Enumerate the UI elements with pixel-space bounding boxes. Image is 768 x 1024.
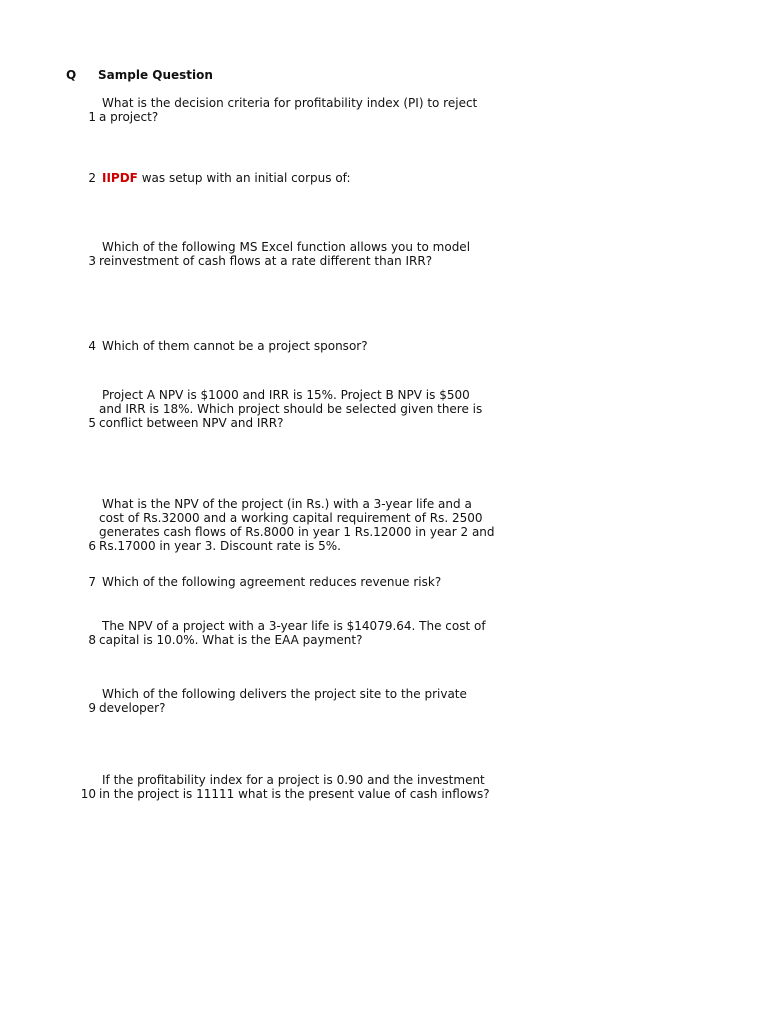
question-row-6 xyxy=(78,497,495,553)
question-text xyxy=(99,575,471,589)
header-title: Sample Question xyxy=(98,68,213,82)
question-number: 7 xyxy=(88,575,96,589)
question-line: generates cash flows of Rs.8000 in year 1 Rs.12000 in year 2 and xyxy=(99,525,495,539)
header-q-label: Q xyxy=(66,68,77,82)
question-row-5 xyxy=(78,388,483,430)
question-number: 9 xyxy=(88,701,96,715)
question-line: What is the decision criteria for profitability index (PI) to reject xyxy=(102,96,478,110)
question-line: in the project is 11111 what is the present value of cash inflows? xyxy=(99,787,490,801)
question-row-7 xyxy=(78,575,478,589)
question-text xyxy=(99,497,495,553)
question-number: 4 xyxy=(88,339,96,353)
question-row-8 xyxy=(78,619,486,647)
question-line: Which of them cannot be a project sponsor? xyxy=(102,339,368,353)
question-text xyxy=(99,240,471,268)
question-line: cost of Rs.32000 and a working capital requirement of Rs. 2500 xyxy=(99,511,483,525)
question-line: Which of the following MS Excel function allows you to model xyxy=(102,240,471,254)
question-line: a project? xyxy=(99,110,159,124)
question-line: developer? xyxy=(99,701,166,715)
question-line: The NPV of a project with a 3-year life is $14079.64. The cost of xyxy=(102,619,486,633)
question-row-10 xyxy=(78,773,490,801)
question-number: 10 xyxy=(80,787,96,801)
question-text xyxy=(99,773,490,801)
question-line: and IRR is 18%. Which project should be selected given there is xyxy=(99,402,483,416)
question-text xyxy=(99,339,471,353)
question-line: Which of the following delivers the project site to the private xyxy=(102,687,467,701)
question-line xyxy=(99,171,471,185)
question-text xyxy=(99,687,471,715)
question-line: conflict between NPV and IRR? xyxy=(99,416,284,430)
question-row-9 xyxy=(78,687,478,715)
question-text xyxy=(99,96,477,124)
question-line-rest: was setup with an initial corpus of: xyxy=(137,171,351,185)
question-line: Project A NPV is $1000 and IRR is 15%. Project B NPV is $500 xyxy=(102,388,470,402)
question-number: 3 xyxy=(88,254,96,268)
question-highlight: IIPDF xyxy=(102,171,138,185)
question-row-4 xyxy=(78,339,478,353)
question-number: 5 xyxy=(88,416,96,430)
question-row-3 xyxy=(78,240,478,268)
question-text xyxy=(99,619,486,647)
question-line: capital is 10.0%. What is the EAA payment? xyxy=(99,633,363,647)
question-line: Which of the following agreement reduces revenue risk? xyxy=(102,575,442,589)
question-number: 1 xyxy=(88,110,96,124)
question-number: 6 xyxy=(88,539,96,553)
question-number: 8 xyxy=(88,633,96,647)
question-line: reinvestment of cash flows at a rate different than IRR? xyxy=(99,254,433,268)
question-row-2 xyxy=(78,171,478,185)
question-text xyxy=(99,171,471,185)
question-text xyxy=(99,388,482,430)
question-number: 2 xyxy=(88,171,96,185)
question-line: If the profitability index for a project is 0.90 and the investment xyxy=(102,773,485,787)
question-row-1 xyxy=(78,96,478,124)
question-line: What is the NPV of the project (in Rs.) with a 3-year life and a xyxy=(102,497,472,511)
question-line: Rs.17000 in year 3. Discount rate is 5%. xyxy=(99,539,341,553)
